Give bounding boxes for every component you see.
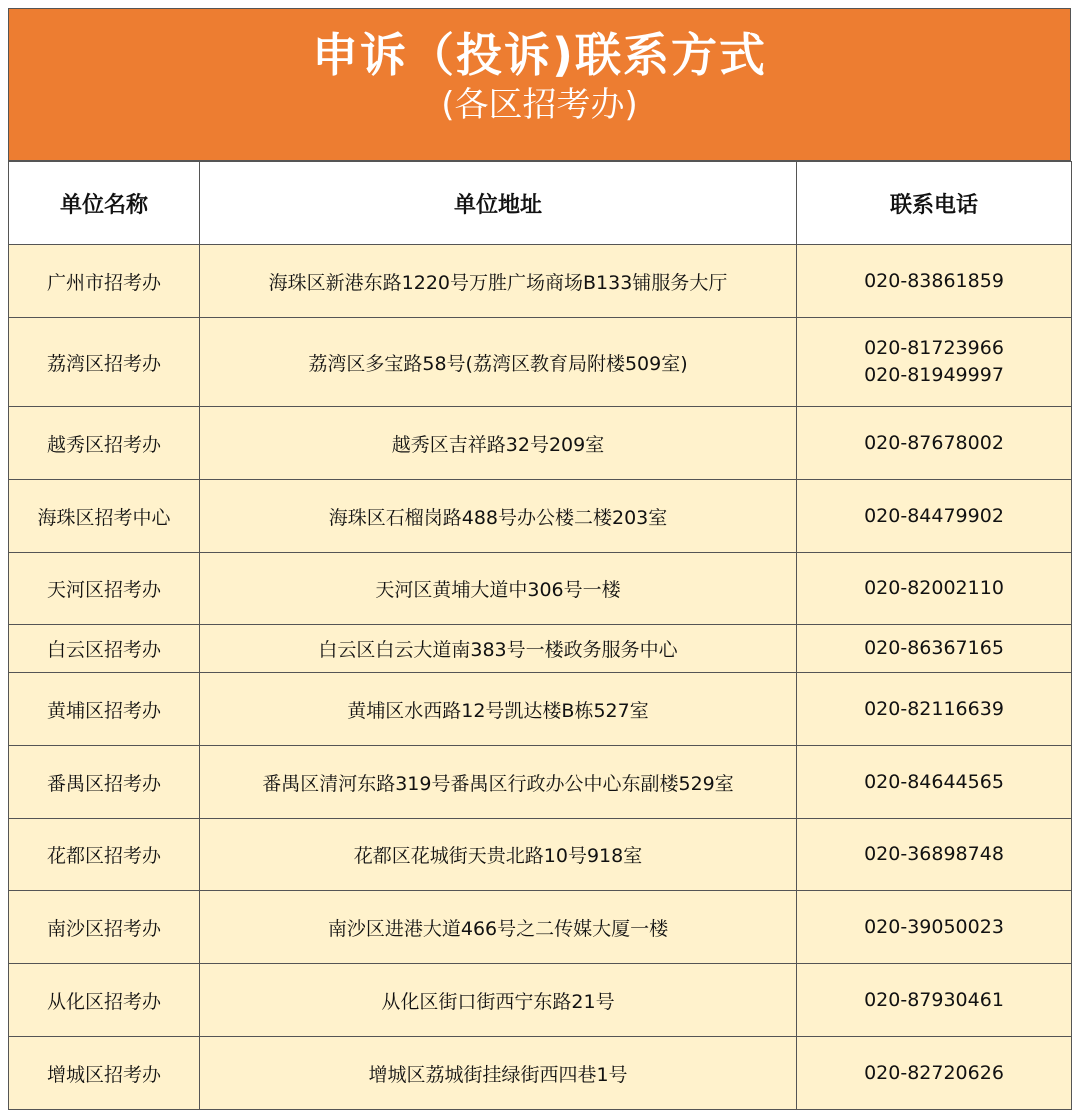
phone-cell (797, 673, 1072, 746)
phone-number: 020-86367165 (864, 637, 1004, 659)
unit-address-cell: 花都区花城街天贵北路10号918室 (200, 819, 797, 891)
unit-address-cell: 增城区荔城街挂绿街西四巷1号 (200, 1037, 797, 1110)
unit-address-cell: 天河区黄埔大道中306号一楼 (200, 553, 797, 625)
column-header-name: 单位名称 (9, 162, 200, 245)
unit-name-cell: 海珠区招考中心 (9, 480, 200, 553)
table-header-row (9, 162, 1072, 245)
phone-cell (797, 245, 1072, 318)
table-row (9, 553, 1072, 625)
column-header-address: 单位地址 (200, 162, 797, 245)
unit-name-cell: 增城区招考办 (9, 1037, 200, 1110)
phone-number: 020-81949997 (864, 364, 1004, 386)
phone-number: 020-84479902 (864, 504, 1004, 527)
phone-number: 020-87930461 (864, 988, 1004, 1011)
phone-number: 020-82720626 (864, 1061, 1004, 1084)
table-row (9, 245, 1072, 318)
unit-address-cell: 荔湾区多宝路58号(荔湾区教育局附楼509室) (200, 318, 797, 407)
table-row (9, 1037, 1072, 1110)
phone-number: 020-83861859 (864, 269, 1004, 292)
unit-address-cell: 白云区白云大道南383号一楼政务服务中心 (200, 625, 797, 673)
page-title: 申诉（投诉)联系方式 (311, 28, 768, 82)
phone-cell (797, 819, 1072, 891)
table-row (9, 407, 1072, 480)
unit-address-cell: 南沙区进港大道466号之二传媒大厦一楼 (200, 891, 797, 964)
table-row (9, 891, 1072, 964)
phone-cell (797, 407, 1072, 480)
phone-cell (797, 480, 1072, 553)
column-header-phone: 联系电话 (797, 162, 1072, 245)
unit-name-cell: 南沙区招考办 (9, 891, 200, 964)
phone-number: 020-81723966 (864, 337, 1004, 359)
table-row (9, 673, 1072, 746)
phone-number: 020-82116639 (864, 697, 1004, 720)
unit-name-cell: 黄埔区招考办 (9, 673, 200, 746)
phone-cell (797, 964, 1072, 1037)
phone-cell (797, 553, 1072, 625)
contact-table (8, 161, 1072, 1110)
unit-address-cell: 海珠区石榴岗路488号办公楼二楼203室 (200, 480, 797, 553)
table-row (9, 318, 1072, 407)
table-row (9, 480, 1072, 553)
table-row (9, 746, 1072, 819)
title-banner (8, 8, 1071, 161)
unit-address-cell: 番禺区清河东路319号番禺区行政办公中心东副楼529室 (200, 746, 797, 819)
phone-number: 020-87678002 (864, 431, 1004, 454)
phone-cell (797, 625, 1072, 673)
unit-name-cell: 越秀区招考办 (9, 407, 200, 480)
unit-name-cell: 从化区招考办 (9, 964, 200, 1037)
phone-number: 020-39050023 (864, 915, 1004, 938)
page-subtitle: (各区招考办) (441, 85, 638, 125)
contact-sheet (8, 8, 1071, 1107)
unit-name-cell: 番禺区招考办 (9, 746, 200, 819)
phone-number: 020-82002110 (864, 577, 1004, 599)
unit-name-cell: 天河区招考办 (9, 553, 200, 625)
phone-number: 020-36898748 (864, 843, 1004, 865)
unit-address-cell: 黄埔区水西路12号凯达楼B栋527室 (200, 673, 797, 746)
table-row (9, 625, 1072, 673)
phone-number: 020-84644565 (864, 770, 1004, 793)
table-body (9, 245, 1072, 1110)
table-row (9, 819, 1072, 891)
unit-name-cell: 荔湾区招考办 (9, 318, 200, 407)
phone-cell (797, 746, 1072, 819)
unit-address-cell: 海珠区新港东路1220号万胜广场商场B133铺服务大厅 (200, 245, 797, 318)
phone-cell (797, 1037, 1072, 1110)
unit-address-cell: 越秀区吉祥路32号209室 (200, 407, 797, 480)
unit-address-cell: 从化区街口街西宁东路21号 (200, 964, 797, 1037)
unit-name-cell: 白云区招考办 (9, 625, 200, 673)
phone-cell (797, 891, 1072, 964)
phone-cell (797, 318, 1072, 407)
unit-name-cell: 花都区招考办 (9, 819, 200, 891)
table-row (9, 964, 1072, 1037)
unit-name-cell: 广州市招考办 (9, 245, 200, 318)
